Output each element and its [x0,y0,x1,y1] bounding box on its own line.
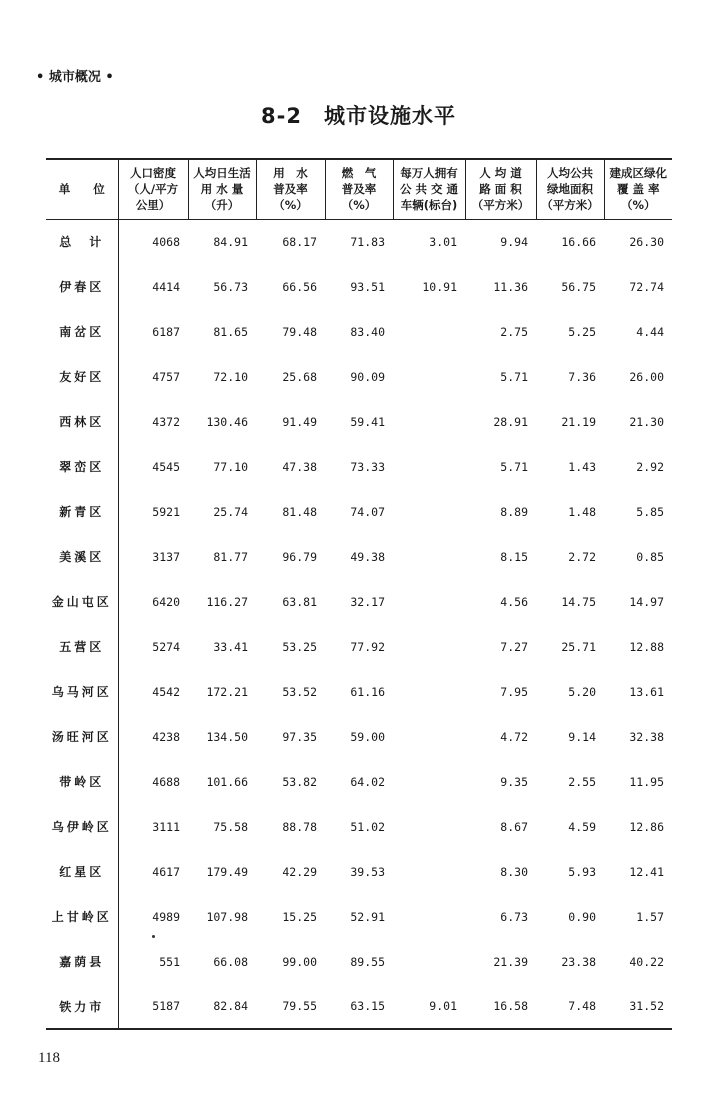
column-header [325,159,393,219]
value-cell: 26.00 [629,369,664,384]
value-cell: 81.77 [213,549,248,564]
value-cell: 11.95 [629,774,664,789]
value-cell: 93.51 [350,279,385,294]
value-cell: 0.90 [568,909,596,924]
column-header [393,159,465,219]
unit-name-cell: 总 计 [46,219,118,264]
value-cell [393,759,465,804]
value-cell: 101.66 [206,774,248,789]
value-cell: 179.49 [206,864,248,879]
unit-name-cell: 翠峦区 [46,444,118,489]
value-cell: 6420 [152,594,180,609]
header-line: 每万人拥有 [400,166,458,181]
column-header [604,159,672,219]
column-header [256,159,325,219]
page-title: 8-2 城市设施水平 [261,104,456,128]
value-cell: 4.44 [636,324,664,339]
value-cell: 42.29 [282,864,317,879]
value-cell: 32.38 [629,729,664,744]
value-cell: 88.78 [282,819,317,834]
table-body [46,219,672,1029]
value-cell: 15.25 [282,909,317,924]
table-row [46,624,672,669]
unit-name-cell: 带岭区 [46,759,118,804]
value-cell: 56.73 [213,279,248,294]
value-cell: 2.92 [636,459,664,474]
value-cell: 1.43 [568,459,596,474]
value-cell: 4.59 [568,819,596,834]
value-cell: 3111 [152,819,180,834]
unit-name-cell: 美溪区 [46,534,118,579]
header-line: 覆 盖 率 [616,182,660,197]
value-cell: 21.30 [629,414,664,429]
table-row [46,579,672,624]
unit-name-cell: 南岔区 [46,309,118,354]
header-line: 人均公共 [547,166,593,181]
value-cell: 16.58 [493,999,528,1013]
column-header [118,159,188,219]
value-cell: 81.48 [282,504,317,519]
value-cell: 51.02 [350,819,385,834]
value-cell: 5.93 [568,864,596,879]
value-cell [393,669,465,714]
header-line: （%） [620,198,656,213]
value-cell: 2.72 [568,549,596,564]
header-line: （平方米） [541,198,599,213]
value-cell: 12.86 [629,819,664,834]
header-line: （平方米） [471,198,530,213]
table-header-row [46,159,672,219]
value-cell: 6187 [152,324,180,339]
unit-name-cell: 铁力市 [46,984,118,1029]
unit-name-cell: 红星区 [46,849,118,894]
value-cell: 172.21 [206,684,248,699]
print-speck [152,935,155,938]
value-cell: 4542 [152,684,180,699]
value-cell: 63.15 [350,999,385,1013]
value-cell [393,939,465,984]
header-line: 人 均 道 [479,166,522,181]
value-cell [393,309,465,354]
value-cell: 2.55 [568,774,596,789]
value-cell: 4989 [152,909,180,924]
value-cell: 8.67 [500,819,528,834]
value-cell [393,624,465,669]
value-cell: 14.75 [561,594,596,609]
value-cell: 0.85 [636,549,664,564]
value-cell: 16.66 [561,234,596,249]
value-cell: 10.91 [422,279,457,294]
header-line: 人口密度 [130,166,176,181]
value-cell: 64.02 [350,774,385,789]
header-line: （%） [273,198,308,213]
value-cell: 5.85 [636,504,664,519]
value-cell: 23.38 [561,954,596,969]
table-row [46,984,672,1029]
value-cell: 79.55 [282,999,317,1013]
value-cell [393,894,465,939]
value-cell: 49.38 [350,549,385,564]
value-cell: 47.38 [282,459,317,474]
value-cell [393,534,465,579]
section-label: • 城市概况 • [36,70,114,85]
value-cell: 81.65 [213,324,248,339]
value-cell: 5.71 [500,459,528,474]
column-header [46,159,118,219]
value-cell: 2.75 [500,324,528,339]
value-cell: 11.36 [493,279,528,294]
value-cell: 59.00 [350,729,385,744]
value-cell: 4238 [152,729,180,744]
table-row [46,759,672,804]
value-cell: 97.35 [282,729,317,744]
header-line: 绿地面积 [547,182,593,197]
value-cell: 74.07 [350,504,385,519]
value-cell: 83.40 [350,324,385,339]
value-cell: 5.20 [568,684,596,699]
value-cell: 33.41 [213,639,248,654]
value-cell: 84.91 [213,234,248,249]
value-cell: 91.49 [282,414,317,429]
unit-name-cell: 上甘岭区 [46,894,118,939]
value-cell: 4372 [152,414,180,429]
header-line: 用 水 量 [200,182,244,197]
value-cell: 8.15 [500,549,528,564]
value-cell: 53.25 [282,639,317,654]
table-row [46,399,672,444]
value-cell: 3.01 [429,234,457,249]
value-cell: 4688 [152,774,180,789]
value-cell [393,579,465,624]
value-cell: 7.27 [500,639,528,654]
value-cell: 9.94 [500,234,528,249]
value-cell: 96.79 [282,549,317,564]
value-cell: 53.52 [282,684,317,699]
header-line: 燃 气 [341,166,377,181]
value-cell: 7.48 [568,999,596,1013]
header-line: 普及率 [341,182,377,197]
value-cell: 9.35 [500,774,528,789]
value-cell: 8.30 [500,864,528,879]
table-row [46,444,672,489]
value-cell: 72.10 [213,369,248,384]
value-cell: 77.92 [350,639,385,654]
table-row [46,669,672,714]
value-cell: 551 [159,954,180,969]
value-cell: 75.58 [213,819,248,834]
value-cell [393,849,465,894]
unit-name-cell: 金山屯区 [46,579,118,624]
value-cell: 40.22 [629,954,664,969]
header-line: 用 水 [273,166,308,181]
column-header [536,159,604,219]
value-cell: 107.98 [206,909,248,924]
value-cell: 21.39 [493,954,528,969]
table-row [46,489,672,534]
value-cell: 89.55 [350,954,385,969]
value-cell: 4414 [152,279,180,294]
value-cell: 4068 [152,234,180,249]
value-cell: 5.25 [568,324,596,339]
value-cell: 66.56 [282,279,317,294]
header-line: （人/平方 [127,182,179,197]
table-row [46,534,672,579]
header-line: 人均日生活 [193,166,251,181]
value-cell: 14.97 [629,594,664,609]
header-line: （%） [341,198,377,213]
table-row [46,939,672,984]
header-line: （升） [204,198,240,213]
unit-name-cell: 嘉荫县 [46,939,118,984]
table-row [46,849,672,894]
value-cell: 25.68 [282,369,317,384]
table-row [46,714,672,759]
value-cell: 39.53 [350,864,385,879]
value-cell [393,444,465,489]
unit-name-cell: 伊春区 [46,264,118,309]
value-cell: 82.84 [213,999,248,1013]
table-row [46,309,672,354]
table-row [46,354,672,399]
value-cell: 63.81 [282,594,317,609]
header-line: 普及率 [273,182,308,197]
unit-name-cell: 汤旺河区 [46,714,118,759]
value-cell: 79.48 [282,324,317,339]
value-cell: 134.50 [206,729,248,744]
value-cell: 9.01 [429,999,457,1013]
value-cell: 7.36 [568,369,596,384]
value-cell: 72.74 [629,279,664,294]
value-cell: 28.91 [493,414,528,429]
value-cell: 73.33 [350,459,385,474]
value-cell: 31.52 [629,999,664,1013]
value-cell: 77.10 [213,459,248,474]
value-cell: 68.17 [282,234,317,249]
column-header [465,159,536,219]
value-cell: 4545 [152,459,180,474]
header-line: 路 面 积 [479,182,522,197]
unit-name-cell: 友好区 [46,354,118,399]
value-cell [393,354,465,399]
value-cell: 3137 [152,549,180,564]
value-cell: 13.61 [629,684,664,699]
value-cell [393,714,465,759]
value-cell: 4.56 [500,594,528,609]
column-header [188,159,256,219]
facilities-table [46,158,672,1030]
value-cell: 99.00 [282,954,317,969]
value-cell: 26.30 [629,234,664,249]
value-cell: 12.41 [629,864,664,879]
value-cell: 59.41 [350,414,385,429]
unit-name-cell: 新青区 [46,489,118,534]
value-cell [393,489,465,534]
value-cell: 32.17 [350,594,385,609]
value-cell: 4.72 [500,729,528,744]
value-cell: 52.91 [350,909,385,924]
value-cell: 4617 [152,864,180,879]
value-cell: 5187 [152,999,180,1013]
value-cell: 5274 [152,639,180,654]
table-row [46,804,672,849]
value-cell: 5.71 [500,369,528,384]
value-cell: 1.57 [636,909,664,924]
value-cell: 66.08 [213,954,248,969]
value-cell: 1.48 [568,504,596,519]
value-cell: 71.83 [350,234,385,249]
table-row [46,219,672,264]
header-line: 公里） [135,198,171,213]
unit-name-cell: 乌伊岭区 [46,804,118,849]
value-cell: 116.27 [206,594,248,609]
value-cell: 8.89 [500,504,528,519]
page-number: 118 [38,1050,60,1066]
table-row [46,264,672,309]
unit-name-cell: 五营区 [46,624,118,669]
value-cell: 5921 [152,504,180,519]
value-cell: 9.14 [568,729,596,744]
value-cell: 90.09 [350,369,385,384]
value-cell: 61.16 [350,684,385,699]
unit-name-cell: 乌马河区 [46,669,118,714]
value-cell: 7.95 [500,684,528,699]
value-cell: 25.74 [213,504,248,519]
header-line: 建成区绿化 [609,166,667,181]
header-line: 单 位 [58,182,105,197]
value-cell: 130.46 [206,414,248,429]
value-cell [393,399,465,444]
value-cell: 21.19 [561,414,596,429]
value-cell [393,804,465,849]
value-cell: 25.71 [561,639,596,654]
value-cell: 56.75 [561,279,596,294]
header-line: 车辆(标台) [400,198,458,213]
header-line: 公 共 交 通 [399,182,458,197]
value-cell: 6.73 [500,909,528,924]
unit-name-cell: 西林区 [46,399,118,444]
value-cell: 4757 [152,369,180,384]
table-row [46,894,672,939]
value-cell: 53.82 [282,774,317,789]
value-cell: 12.88 [629,639,664,654]
